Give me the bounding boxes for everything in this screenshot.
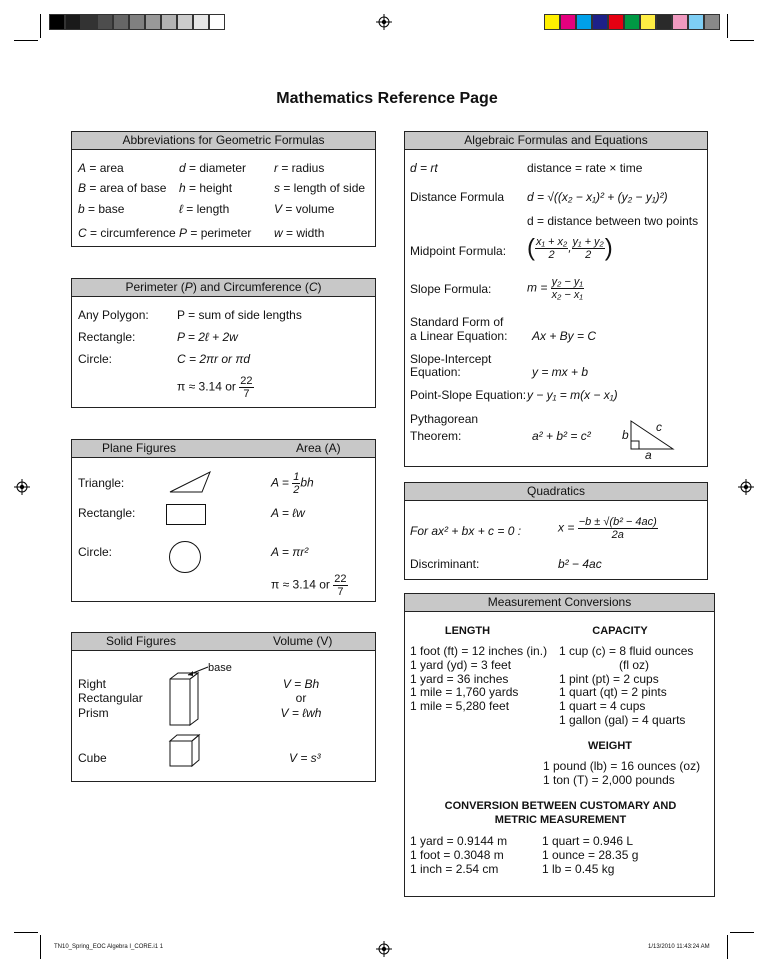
rectangle-area-formula: A = ℓw: [271, 506, 305, 520]
quadratics-box: [404, 482, 708, 580]
fraction: [333, 573, 347, 598]
denominator: 7: [243, 388, 250, 400]
abbreviations-header: Abbreviations for Geometric Formulas: [72, 132, 375, 150]
numerator: y₁ + y₂: [572, 236, 604, 248]
quadratic-formula: [558, 516, 658, 541]
length-title: LENGTH: [444, 625, 491, 637]
abbreviation-desc: = area: [86, 161, 124, 175]
abbreviation-var: P: [179, 226, 188, 240]
fraction: [239, 375, 253, 400]
abbreviation-var: V: [274, 202, 283, 216]
abbreviation-entry: [78, 161, 124, 175]
color-swatch: [592, 14, 608, 30]
header-var: P: [184, 280, 193, 294]
abbreviations-box: [71, 131, 376, 247]
abbreviation-desc: = height: [185, 181, 233, 195]
crop-mark: [730, 932, 754, 933]
gray-swatch: [209, 14, 225, 30]
conversion-line: 1 quart (qt) = 2 pints: [559, 685, 667, 700]
formula-text: x =: [558, 520, 578, 535]
crop-mark: [14, 932, 38, 933]
conversion-title-1: CONVERSION BETWEEN CUSTOMARY AND: [444, 800, 677, 812]
drt-formula: d = rt: [410, 161, 438, 175]
rectangle-label: Rectangle:: [78, 330, 136, 344]
abbreviation-desc: = length: [182, 202, 230, 216]
conversion-line: 1 gallon (gal) = 4 quarts: [559, 713, 686, 727]
slope-formula-label: Slope Formula:: [410, 282, 492, 296]
denominator: 2: [293, 484, 300, 496]
registration-mark-icon: [14, 479, 30, 495]
plane-figures-box: [71, 439, 376, 602]
abbreviation-entry: [274, 161, 324, 175]
abbreviation-var: h: [179, 181, 186, 195]
algebraic-formulas-box: [404, 131, 708, 467]
triangle-side-a: a: [645, 448, 652, 462]
pythagorean-label-2: Theorem:: [410, 429, 462, 443]
conversion-line: 1 quart = 4 cups: [559, 699, 646, 714]
midpoint-formula-label: Midpoint Formula:: [410, 244, 507, 258]
abbreviation-desc: = length of side: [280, 181, 366, 195]
cube-label: Cube: [78, 751, 107, 765]
circle-area-formula: A = πr²: [271, 545, 309, 559]
abbreviation-entry: [274, 202, 334, 216]
standard-form-formula: Ax + By = C: [532, 329, 597, 343]
abbreviation-desc: = volume: [282, 202, 335, 216]
abbreviation-desc: = base: [84, 202, 125, 216]
pi-text: π ≈ 3.14 or: [271, 577, 330, 592]
abbreviation-entry: [78, 226, 176, 240]
conversion-line: 1 mile = 5,280 feet: [410, 699, 510, 714]
gray-swatch: [129, 14, 145, 30]
numerator: x₁ + x₂: [536, 236, 568, 248]
distance-description: d = distance between two points: [527, 214, 699, 228]
color-swatch: [656, 14, 672, 30]
prism-label-2: Rectangular: [78, 691, 143, 705]
circle-formula: C = 2πr or πd: [177, 352, 251, 366]
crop-mark: [40, 935, 41, 959]
circle-icon: [168, 540, 202, 574]
discriminant-formula: b² − 4ac: [558, 557, 602, 571]
header-text: ): [317, 280, 322, 294]
gray-swatch: [97, 14, 113, 30]
header-left: Plane Figures: [102, 441, 177, 455]
slope-intercept-formula: y = mx + b: [532, 365, 589, 379]
numerator: 22: [240, 375, 253, 387]
circle-label: Circle:: [78, 352, 113, 366]
abbreviation-var: w: [274, 226, 283, 240]
color-swatch: [560, 14, 576, 30]
conversion-line: 1 mile = 1,760 yards: [410, 685, 519, 700]
header-text: Perimeter (: [125, 280, 185, 294]
gray-swatch: [161, 14, 177, 30]
abbreviation-desc: = perimeter: [187, 226, 252, 240]
rectangle-icon: [166, 504, 206, 525]
pythagorean-formula: a² + b² = c²: [532, 429, 591, 443]
conversion-line: 1 foot = 0.3048 m: [410, 848, 504, 862]
abbreviation-desc: = diameter: [185, 161, 247, 175]
triangle-label: Triangle:: [78, 476, 125, 490]
conversion-line: (fl oz): [619, 657, 649, 672]
point-slope-label: Point-Slope Equation:: [410, 388, 527, 402]
registration-mark-icon: [376, 14, 392, 30]
point-slope-formula: y − y₁ = m(x − x₁): [527, 388, 618, 402]
slope-intercept-label-2: Equation:: [410, 365, 461, 379]
registration-mark-icon: [376, 941, 392, 957]
footer-timestamp: 1/13/2010 11:43:24 AM: [648, 944, 710, 950]
any-polygon-formula: P = sum of side lengths: [177, 308, 302, 322]
triangle-side-b: b: [622, 428, 629, 442]
abbreviation-entry: [179, 161, 246, 175]
cube-formula: V = s³: [289, 751, 321, 765]
fraction: [578, 516, 658, 541]
crop-mark: [727, 14, 728, 38]
denominator: 7: [337, 586, 344, 598]
prism-label-1: Right: [78, 677, 107, 691]
header-text: ) and Circumference (: [192, 280, 309, 294]
numerator: 22: [334, 573, 347, 585]
color-swatch: [640, 14, 656, 30]
midpoint-formula: ( $\frac{\text{x₁ + x₂}}{2}$ , $\frac{\text{y₁ + y₂}}{2}$ ): [527, 234, 613, 262]
color-swatch: [704, 14, 720, 30]
rectangle-label: Rectangle:: [78, 506, 136, 520]
solid-figures-header: [72, 633, 375, 651]
color-swatch: [672, 14, 688, 30]
quadratic-equation-label: For ax² + bx + c = 0 :: [410, 524, 522, 538]
conversion-line: 1 yard = 0.9144 m: [410, 834, 508, 848]
footer-file-info: TN10_Spring_EOC Algebra I_CORE.i1 1: [54, 944, 164, 950]
gray-swatch: [65, 14, 81, 30]
measurement-header: Measurement Conversions: [405, 594, 714, 612]
abbreviation-desc: = circumference: [86, 226, 176, 240]
formula-text: bh: [300, 475, 314, 490]
quadratics-header: Quadratics: [405, 483, 707, 501]
fraction: [535, 236, 568, 261]
drt-description: distance = rate × time: [527, 161, 643, 175]
formula-text: A =: [271, 475, 293, 490]
pi-text: π ≈ 3.14 or: [177, 379, 236, 394]
slope-formula: [527, 276, 584, 301]
header-right: Volume (V): [273, 634, 333, 648]
conversion-line: 1 pint (pt) = 2 cups: [559, 671, 659, 686]
abbreviation-var: A: [78, 161, 87, 175]
conversion-line: 1 ounce = 28.35 g: [542, 848, 639, 862]
base-label: base: [208, 662, 232, 674]
gray-swatch: [113, 14, 129, 30]
gray-swatch: [193, 14, 209, 30]
triangle-side-c: c: [656, 420, 662, 434]
color-swatch: [688, 14, 704, 30]
crop-mark: [40, 14, 41, 38]
circle-label: Circle:: [78, 545, 113, 559]
fraction: [572, 236, 605, 261]
denominator: 2: [548, 249, 555, 261]
prism-formula-1: V = Bh: [282, 677, 320, 691]
abbreviation-var: C: [78, 226, 87, 240]
standard-form-label-2: a Linear Equation:: [410, 329, 508, 343]
slope-intercept-label-1: Slope-Intercept: [410, 352, 492, 366]
color-swatch: [608, 14, 624, 30]
distance-formula: d = √((x₂ − x₁)² + (y₂ − y₁)²): [527, 190, 668, 204]
perimeter-header: [72, 279, 375, 297]
conversion-line: 1 ton (T) = 2,000 pounds: [543, 773, 675, 787]
abbreviation-desc: = radius: [278, 161, 325, 175]
conversion-line: 1 lb = 0.45 kg: [542, 862, 615, 876]
conversion-line: 1 yard (yd) = 3 feet: [410, 657, 512, 672]
abbreviation-desc: = area of base: [86, 181, 167, 195]
prism-formula-or: or: [295, 691, 307, 705]
conversion-line: 1 pound (lb) = 16 ounces (oz): [543, 759, 701, 773]
algebraic-formulas-header: Algebraic Formulas and Equations: [405, 132, 707, 150]
gray-swatch: [177, 14, 193, 30]
conversion-title-2: METRIC MEASUREMENT: [494, 814, 627, 826]
header-left: Solid Figures: [106, 634, 177, 648]
prism-formula-2: V = ℓwh: [280, 706, 322, 720]
distance-formula-label: Distance Formula: [410, 190, 505, 204]
denominator: x₂ − x₁: [551, 289, 583, 301]
abbreviation-entry: [179, 181, 232, 195]
conversion-line: 1 quart = 0.946 L: [542, 834, 634, 848]
capacity-title: CAPACITY: [592, 625, 648, 637]
page-title: Mathematics Reference Page: [276, 90, 498, 107]
abbreviation-entry: [78, 181, 166, 195]
measurement-conversions-box: [404, 593, 715, 897]
pi-approximation: [271, 573, 348, 598]
crop-mark: [14, 40, 38, 41]
abbreviation-var: s: [274, 181, 280, 195]
conversion-line: 1 inch = 2.54 cm: [410, 862, 499, 876]
right-triangle-icon: [629, 417, 675, 453]
crop-mark: [730, 40, 754, 41]
abbreviation-var: r: [274, 161, 278, 175]
abbreviation-var: d: [179, 161, 186, 175]
abbreviation-desc: = width: [282, 226, 325, 240]
any-polygon-label: Any Polygon:: [78, 308, 149, 322]
color-swatch: [544, 14, 560, 30]
numerator: 1: [293, 471, 300, 483]
pythagorean-label-1: Pythagorean: [410, 412, 479, 426]
cube-icon: [168, 733, 202, 769]
fraction: [551, 276, 584, 301]
plane-figures-header: [72, 440, 375, 458]
gray-swatch: [81, 14, 97, 30]
header-var: C: [308, 280, 318, 294]
pi-approximation: [177, 375, 254, 400]
gray-swatch: [49, 14, 65, 30]
abbreviation-entry: [274, 226, 324, 240]
denominator: 2a: [611, 529, 624, 541]
rectangular-prism-icon: [164, 665, 214, 729]
numerator: −b ± √(b² − 4ac): [578, 516, 657, 528]
abbreviation-var: b: [78, 202, 85, 216]
abbreviation-entry: [179, 202, 229, 216]
denominator: 2: [585, 249, 592, 261]
formula-text: m =: [527, 280, 551, 295]
weight-title: WEIGHT: [588, 740, 632, 752]
triangle-icon: [168, 470, 212, 494]
rectangle-formula: P = 2ℓ + 2w: [177, 330, 238, 344]
numerator: y₂ − y₁: [551, 276, 583, 288]
perimeter-box: [71, 278, 376, 408]
crop-mark: [727, 935, 728, 959]
discriminant-label: Discriminant:: [410, 557, 480, 571]
abbreviation-var: B: [78, 181, 87, 195]
abbreviation-entry: [179, 226, 251, 240]
conversion-line: 1 yard = 36 inches: [410, 671, 509, 686]
triangle-area-formula: [271, 471, 314, 496]
header-right: Area (A): [296, 441, 341, 455]
standard-form-label-1: Standard Form of: [410, 315, 504, 329]
prism-label-3: Prism: [78, 706, 109, 720]
registration-mark-icon: [738, 479, 754, 495]
abbreviation-entry: [274, 181, 365, 195]
color-swatch: [576, 14, 592, 30]
conversion-line: 1 cup (c) = 8 fluid ounces: [559, 644, 694, 658]
color-swatch: [624, 14, 640, 30]
solid-figures-box: [71, 632, 376, 782]
conversion-line: 1 foot (ft) = 12 inches (in.): [410, 644, 548, 658]
abbreviation-entry: [78, 202, 124, 216]
gray-swatch: [145, 14, 161, 30]
abbreviation-var: ℓ: [179, 202, 183, 216]
